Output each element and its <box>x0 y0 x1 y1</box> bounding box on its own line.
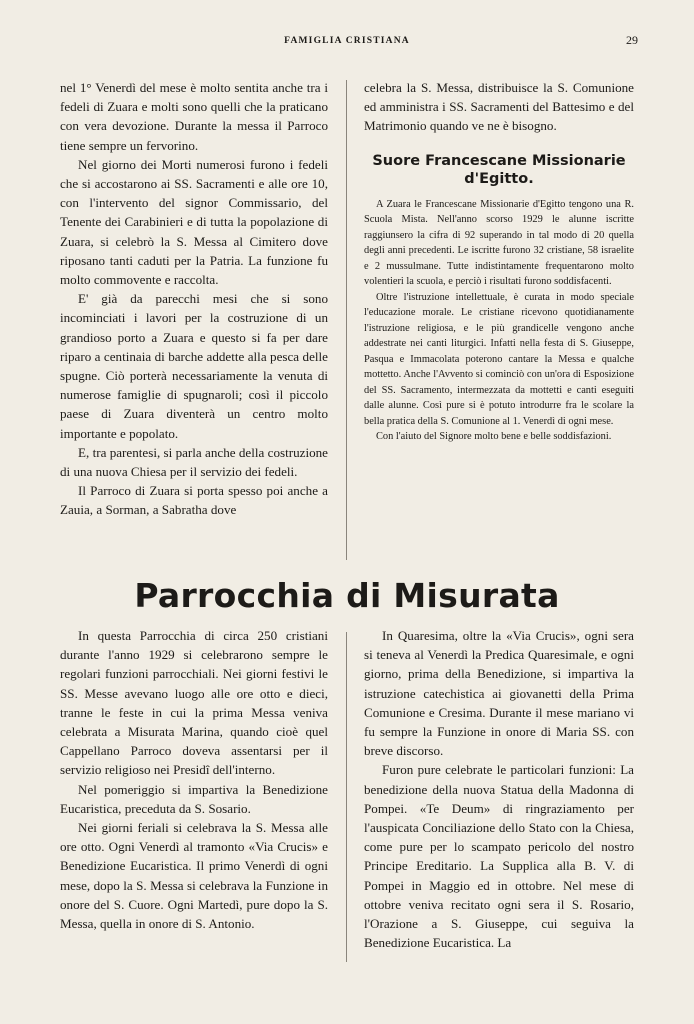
paragraph: Nei giorni feriali si celebrava la S. Messa alle ore otto. Ogni Venerdì al tramonto «Via Crucis» e Benedizione Eucaristica. Il primo Venerdì di ogni mese, dopo la S. Messa si celebrava la Funzione in onore del S. Cuore. Ogni Martedì, pure dopo la S. Messa, quella in onore di S. Antonio. <box>60 820 328 932</box>
paragraph: celebra la S. Messa, distribuisce la S. Comunione ed amministra i SS. Sacramenti del Battesimo e del Matrimonio quando ve ne è bisogno. <box>364 80 634 134</box>
paragraph: Oltre l'istruzione intellettuale, è curata in modo speciale l'educazione morale. Le cristiane ricevono quotidianamente l'istruzione religiosa, e le più grandicelle vengono anche addestrate nei canti liturgici. Infatti nella festa di S. Giuseppe, Pasqua e Immacolata poterono cantare la Messa e qualche mottetto. Anche l'Avvento si cominciò con un'ora di Esposizione del SS. Sacramento, intermezzata da mottetti e canti eseguiti dalle alunne. Così pure si è potuto introdurre fra le scolare la bella pratica della S. Comunione al 1. Venerdì di ogni mese. <box>364 291 634 427</box>
top-right-column <box>364 78 634 445</box>
paragraph: Con l'aiuto del Signore molto bene e belle soddisfazioni. <box>376 431 612 443</box>
paragraph: Nel giorno dei Morti numerosi furono i fedeli che si accostarono ai SS. Sacramenti e alle ore 10, con l'intervento del signor Commissario, del Tenente dei Carabinieri e di tutta la popolazione di Zuara, si celebrò la S. Messa al Cimitero dove riposano tanti caduti per la Patria. La funzione fu molto commovente e raccolta. <box>60 156 328 288</box>
paragraph: E, tra parentesi, si parla anche della costruzione di una nuova Chiesa per il servizio dei fedeli. <box>60 444 328 480</box>
article-title: Parrocchia di Misurata <box>134 576 560 615</box>
paragraph: Nel pomeriggio si impartiva la Benedizione Eucaristica, preceduta da S. Sosario. <box>60 781 328 816</box>
bottom-left-column <box>60 626 328 933</box>
paragraph: A Zuara le Francescane Missionarie d'Egitto tengono una R. Scuola Mista. Nell'anno scorso 1929 le alunne iscritte raggiunsero la cifra di 92 superando in tal modo di 20 quella degli anni precedenti. Le iscritte furono 32 cristiane, 58 israelite e 2 mussulmane. Tutte indistintamente frequentarono molto volentieri la scuola, e perciò i risultati furono soddisfacenti. <box>364 198 634 288</box>
running-head: FAMIGLIA CRISTIANA <box>284 36 410 46</box>
top-left-column <box>60 78 328 520</box>
paragraph: In Quaresima, oltre la «Via Crucis», ogni sera si teneva al Venerdì la Predica Quaresimale, e ogni giorno, prima della Benedizione, si impartiva la istruzione catechistica ai giovanetti della Prima Comunione e Cresima. Durante il mese mariano vi fu sempre la Funzione in onore di Maria SS. con breve discorso. <box>364 628 634 759</box>
paragraph: Furon pure celebrate le particolari funzioni: La benedizione della nuova Statua della Madonna di Pompei. «Te Deum» di ringraziamento per l'auspicata Conciliazione dello Stato con la Chiesa, come pure per lo scampato pericolo del nostro Principe Ereditario. La Supplica alla B. V. di Pompei in Maggio ed in ottobre. Nel mese di ottobre veniva recitato ogni sera il S. Rosario, l'Orazione a S. Giuseppe, cui seguiva la Benedizione Eucaristica. La <box>364 762 634 951</box>
page-number: 29 <box>626 33 638 47</box>
paragraph: Il Parroco di Zuara si porta spesso poi anche a Zauia, a Sorman, a Sabratha dove <box>60 483 328 518</box>
paragraph: In questa Parrocchia di circa 250 cristiani durante l'anno 1929 si celebrarono sempre le regolari funzioni parrocchiali. Nei giorni festivi le SS. Messe avevano luogo alle ore otto e dieci, tranne le feste in cui la prima Messa veniva celebrata a Misurata Marina, quando cioè quel Cappellano Parroco doveva assentarsi per il servizio religioso nei Presidî dell'interno. <box>60 628 328 778</box>
paragraph: nel 1° Venerdì del mese è molto sentita anche tra i fedeli di Zuara e molti sono quelli che la praticano con vera devozione. Durante la messa il Parroco tiene sempre un fervorino. <box>60 80 328 153</box>
bottom-right-column <box>364 626 634 952</box>
section-heading: Suore Francescane Missionarie d'Egitto. <box>372 152 626 187</box>
column-divider <box>346 632 347 962</box>
paragraph: E' già da parecchi mesi che si sono incominciati i lavori per la costruzione di un grandioso porto a Zuara e questo si fa per dare riparo a centinaia di barche addette alla pesca delle spugne. Ciò porterà necessariamente la venuta di numerose famiglie di spugnaroli; così il piccolo paese di Zuara diventerà un centro molto importante e popolato. <box>60 291 328 441</box>
column-divider <box>346 80 347 560</box>
section-body <box>364 197 634 445</box>
